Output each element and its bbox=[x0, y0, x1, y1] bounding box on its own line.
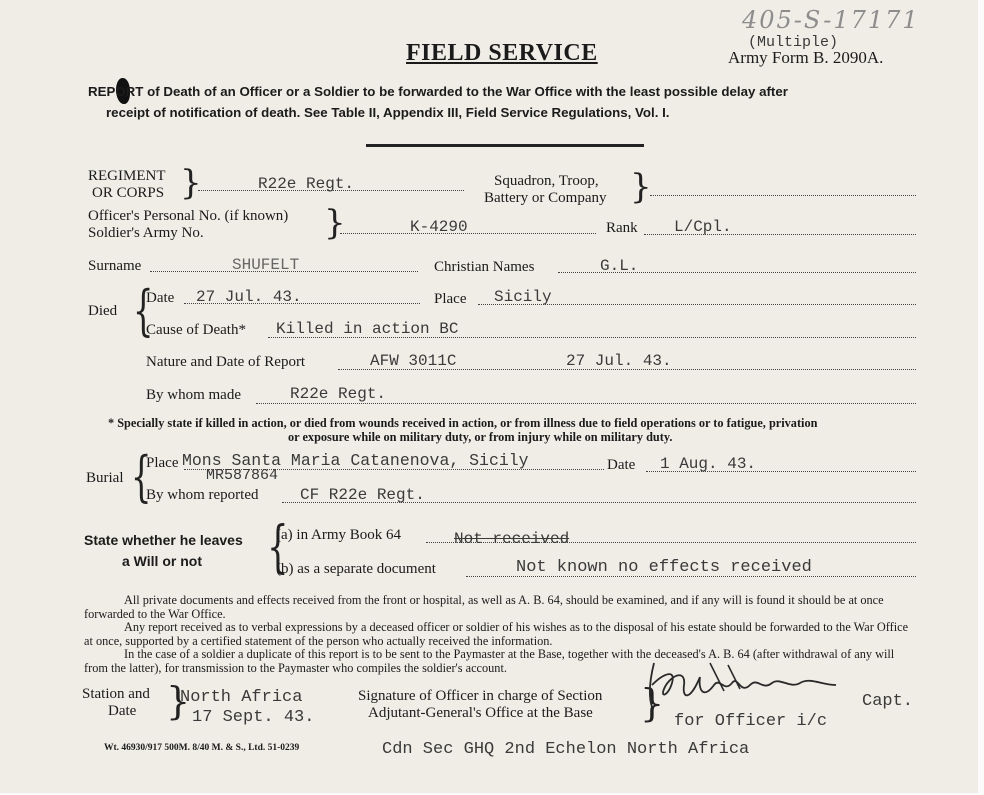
burial-date-value: 1 Aug. 43. bbox=[660, 455, 757, 473]
for-officer-value: for Officer i/c bbox=[674, 712, 828, 731]
rank-value: L/Cpl. bbox=[674, 218, 732, 236]
station-label: Station and bbox=[82, 686, 150, 702]
army-no-dots bbox=[340, 233, 596, 234]
christian-names-value: G.L. bbox=[600, 257, 639, 275]
officer-no-label: Officer's Personal No. (if known) bbox=[88, 208, 289, 224]
scan-edge bbox=[978, 0, 984, 793]
form-title: FIELD SERVICE bbox=[406, 40, 598, 66]
separate-document-value: Not known no effects received bbox=[516, 558, 812, 577]
signature-brace: } bbox=[640, 681, 665, 725]
burial-brace: { bbox=[130, 445, 152, 508]
death-date-value: 27 Jul. 43. bbox=[196, 288, 302, 306]
regiment-label: REGIMENT bbox=[88, 168, 166, 184]
will-brace: { bbox=[267, 515, 289, 580]
will-b-label: (b) as a separate document bbox=[276, 561, 436, 577]
report-date-value: 27 Jul. 43. bbox=[566, 352, 672, 370]
army-no-value: K-4290 bbox=[410, 218, 468, 236]
death-place-value: Sicily bbox=[494, 288, 552, 306]
died-label: Died bbox=[88, 303, 118, 319]
signature-label-2: Adjutant-General's Office at the Base bbox=[368, 705, 593, 721]
christian-names-label: Christian Names bbox=[434, 259, 535, 275]
burial-label: Burial bbox=[86, 470, 124, 486]
death-date-label: Date bbox=[146, 290, 175, 306]
burial-map-reference: MR587864 bbox=[206, 467, 279, 484]
cause-value: Killed in action BC bbox=[276, 320, 459, 338]
note-1: All private documents and effects received from the front or hospital, as well as A. B. 64, should be examined, and if any will is found it should be at once forwarded to the War Office. bbox=[84, 593, 884, 621]
will-label-2: a Will or not bbox=[122, 553, 202, 569]
printer-imprint: Wt. 46930/917 500M. 8/40 M. & S., Ltd. 51-0239 bbox=[104, 743, 300, 753]
intro-line-2: receipt of notification of death. See Table II, Appendix III, Field Service Regulations, Vol. I. bbox=[106, 105, 670, 120]
burial-place-value: Mons Santa Maria Catanenova, Sicily bbox=[182, 451, 529, 470]
note-2: Any report received as to verbal expressions by a deceased officer or soldier of his wishes as to the disposal of his estate should be forwarded to the War Office at once, supported by a certified statement of the person who actually received the information. bbox=[84, 620, 909, 648]
footnote-line-2: or exposure while on military duty, or from injury while on military duty. bbox=[288, 430, 673, 444]
squadron-dots bbox=[650, 195, 916, 196]
nature-date-label: Nature and Date of Report bbox=[146, 354, 306, 370]
surname-label: Surname bbox=[88, 258, 142, 274]
died-brace: { bbox=[132, 279, 154, 342]
battery-label: Battery or Company bbox=[484, 190, 607, 206]
intro-line-1: REPORT of Death of an Officer or a Soldier to be forwarded to the War Office with the least possible delay after bbox=[88, 84, 788, 99]
signature-rank: Capt. bbox=[862, 692, 914, 711]
burial-date-label: Date bbox=[607, 457, 636, 473]
station-date-label: Date bbox=[108, 703, 137, 719]
cause-label: Cause of Death* bbox=[146, 322, 246, 338]
regiment-brace: } bbox=[180, 163, 202, 203]
by-whom-made-label: By whom made bbox=[146, 387, 241, 403]
corps-label: OR CORPS bbox=[92, 185, 165, 201]
will-label-1: State whether he leaves bbox=[84, 532, 243, 548]
soldier-no-label: Soldier's Army No. bbox=[88, 225, 204, 241]
squadron-label: Squadron, Troop, bbox=[494, 173, 599, 189]
army-no-brace: } bbox=[324, 203, 346, 243]
death-place-label: Place bbox=[434, 291, 467, 307]
station-brace: } bbox=[166, 679, 191, 723]
report-ref-value: AFW 3011C bbox=[370, 352, 457, 370]
by-whom-reported-value: CF R22e Regt. bbox=[300, 486, 425, 504]
footnote-line-1: * Specially state if killed in action, or died from wounds received in action, or from illness due to field operations or to fatigue, privation bbox=[108, 416, 818, 430]
by-whom-reported-label: By whom reported bbox=[146, 487, 259, 503]
archive-reference: 405-S-17171 bbox=[742, 6, 920, 34]
form-number: Army Form B. 2090A. bbox=[728, 48, 884, 67]
multiple-note: (Multiple) bbox=[748, 34, 839, 51]
echelon-stamp: Cdn Sec GHQ 2nd Echelon North Africa bbox=[382, 740, 750, 759]
signature-label-1: Signature of Officer in charge of Section bbox=[358, 688, 603, 704]
regiment-value: R22e Regt. bbox=[258, 175, 355, 193]
squadron-brace: } bbox=[630, 167, 652, 207]
rank-label: Rank bbox=[606, 220, 638, 236]
will-a-label: (a) in Army Book 64 bbox=[276, 527, 401, 543]
officer-signature bbox=[640, 655, 880, 715]
burial-place-label: Place bbox=[146, 455, 179, 471]
surname-value: SHUFELT bbox=[232, 256, 300, 274]
army-book-value: Not received bbox=[454, 530, 570, 548]
header-rule bbox=[366, 144, 644, 147]
note-3: In the case of a soldier a duplicate of this report is to be sent to the Paymaster at the Base, together with the deceased's A. B. 64 (after withdrawal of any will from the latter), for transmission to the Paymaster who compiles the soldier's account. bbox=[84, 647, 895, 675]
by-whom-made-value: R22e Regt. bbox=[290, 385, 387, 403]
station-value: North Africa bbox=[180, 688, 303, 707]
by-whom-made-dots bbox=[256, 403, 916, 404]
station-date-value: 17 Sept. 43. bbox=[192, 708, 315, 727]
